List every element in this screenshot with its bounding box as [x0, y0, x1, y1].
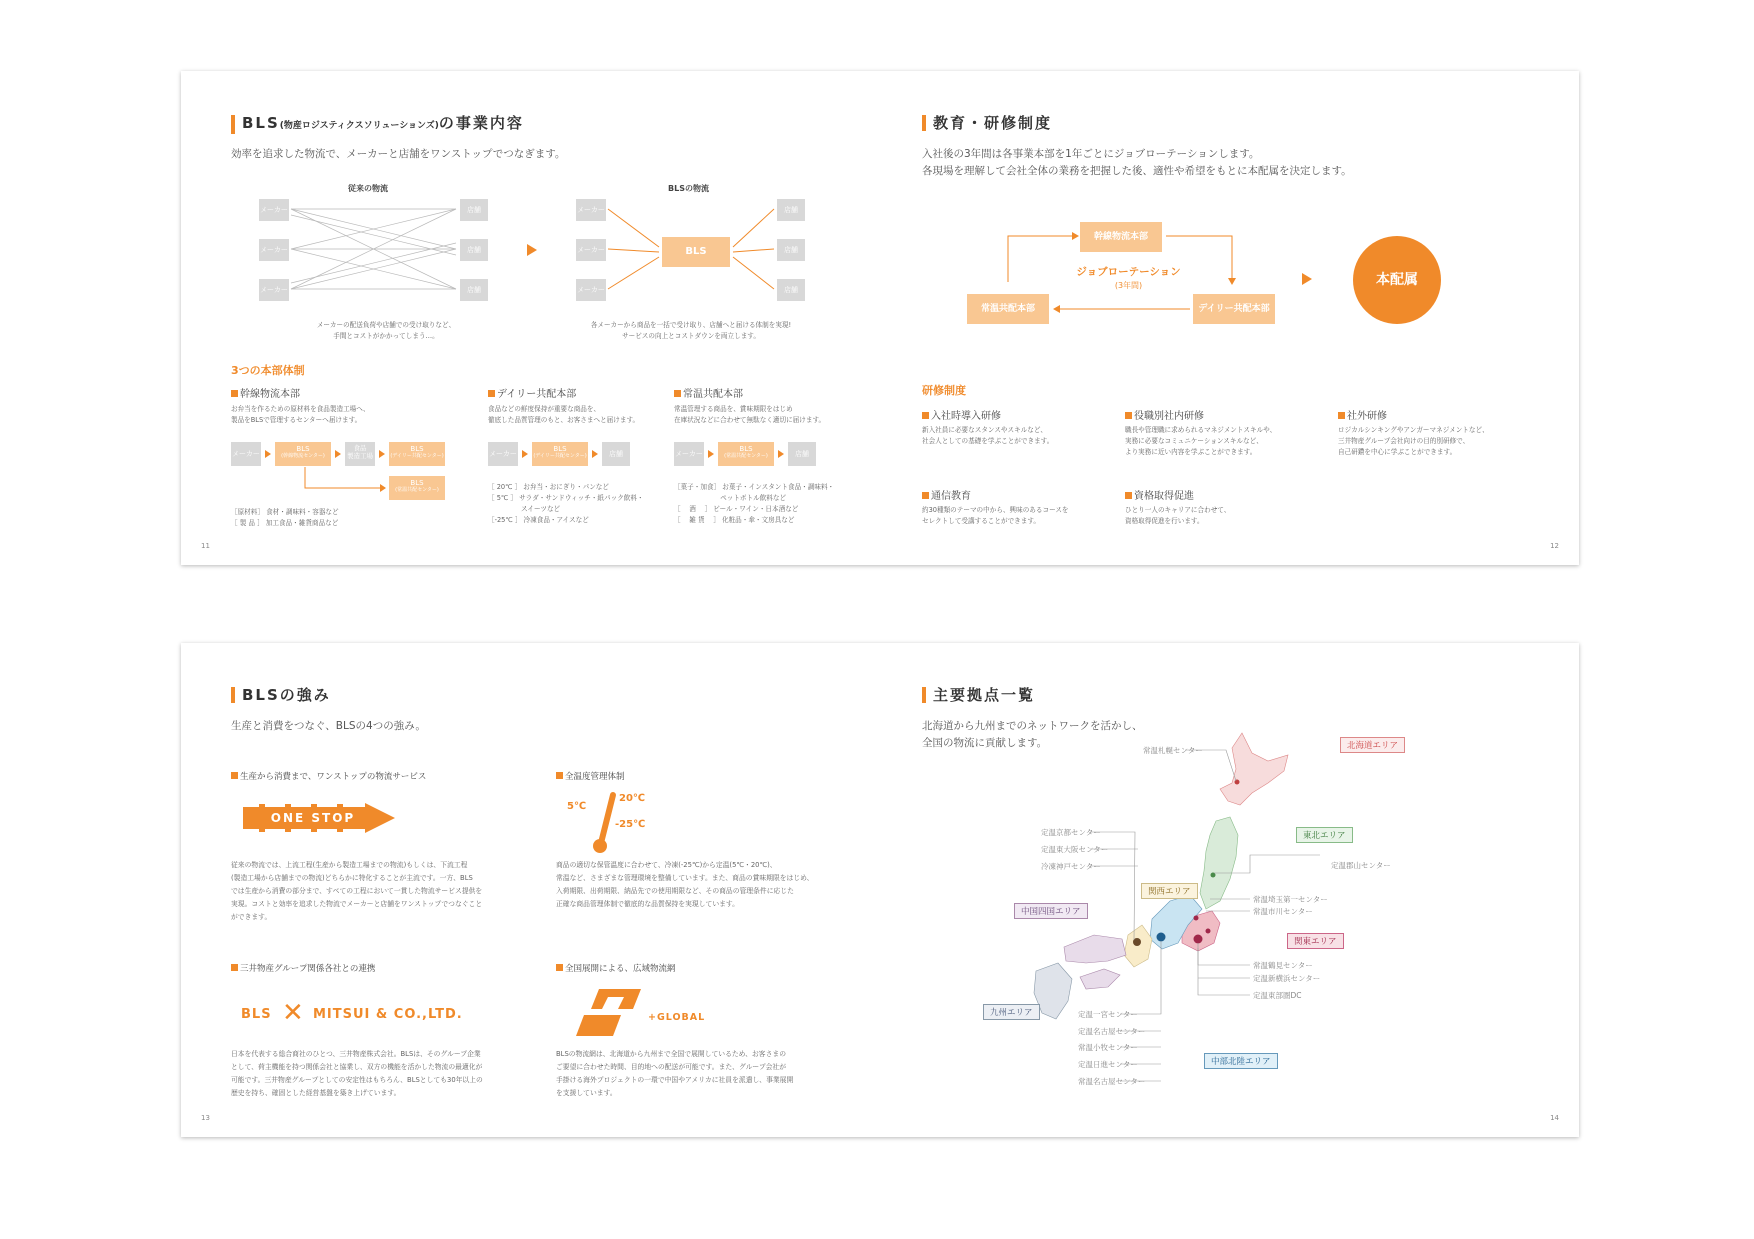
strength-name: 三井物産グループ関係各社との連携: [231, 962, 375, 974]
arrow-icon: [708, 450, 714, 458]
page-training: [880, 71, 1579, 565]
area-label-kyushu: 九州エリア: [983, 1004, 1040, 1020]
division-name: 幹線物流本部: [231, 385, 300, 400]
area-label-chubu: 中部北陸エリア: [1204, 1053, 1278, 1069]
map-region-kansai: [1124, 925, 1152, 967]
division-name: 常温共配本部: [674, 385, 743, 400]
maker-box: メーカー: [576, 199, 606, 221]
strength-name: 生産から消費まで、ワンストップの物流サービス: [231, 770, 426, 782]
center-label: 常温埼玉第一センター: [1253, 895, 1328, 904]
center-label: 常温小牧センター: [1078, 1043, 1138, 1052]
map-region-chugoku: [1064, 935, 1126, 989]
rotation-label: ジョブローテーション: [1076, 266, 1181, 278]
training-desc: ロジカルシンキングやアンガーマネジメントなど、 三井物産グループ会社向けの目的別研修で、 自己研鑽を中心に学ぶことができます。: [1338, 426, 1489, 456]
spread-business-training: [181, 71, 1579, 565]
arrow-icon: [592, 450, 598, 458]
training-desc: 約30種類のテーマの中から、興味のあるコースを セレクトして受講することができます。: [922, 506, 1069, 525]
temp-minus25: -25℃: [615, 819, 646, 830]
arrow-icon: [522, 450, 528, 458]
one-stop-text: ONE STOP: [270, 811, 356, 825]
bls-center-box: BLS: [662, 237, 730, 267]
store-box: 店舗: [788, 442, 816, 466]
area-label-tohoku: 東北エリア: [1296, 827, 1353, 843]
page-locations: [880, 643, 1579, 1137]
bls-box: BLS (デイリー共配センター): [532, 442, 588, 466]
center-label: 定温東大阪センター: [1041, 845, 1109, 854]
rotation-box-trunk: 幹線物流本部: [1080, 222, 1162, 252]
maker-box: メーカー: [231, 442, 261, 466]
conventional-caption: メーカーの配送負荷や店舗での受け取りなど、 手間とコストがかかってしまう…。: [316, 321, 456, 340]
lead-text: 生産と消費をつなぐ、BLSの4つの強み。: [231, 720, 426, 732]
cross-icon: ✕: [282, 998, 304, 1028]
section-title-divisions: 3つの本部体制: [231, 364, 305, 377]
store-box: 店舗: [460, 279, 488, 301]
bls-box: BLS (デイリー共配センター): [389, 442, 445, 466]
center-label: 定温新横浜センター: [1253, 974, 1321, 983]
page-number: 11: [201, 542, 210, 550]
store-box: 店舗: [777, 239, 805, 261]
maker-box: メーカー: [576, 279, 606, 301]
training-desc: 職長や管理職に求められるマネジメントスキルや、 実務に必要なコミュニケーションスキルなど、 より実務に近い内容を学ぶことができます。: [1125, 426, 1277, 456]
center-label: 常温札幌センター: [1143, 746, 1203, 755]
temp-5: 5℃: [567, 801, 587, 812]
maker-box: メーカー: [576, 239, 606, 261]
division-items: ［原材料］ 食材・調味料・容器など ［ 製 品 ］ 加工食品・雑貨商品など: [231, 508, 339, 527]
center-label: 常温鶴見センター: [1253, 961, 1313, 970]
center-label: 定温東部圏DC: [1253, 991, 1302, 1000]
area-label-hokkaido: 北海道エリア: [1340, 737, 1405, 753]
store-box: 店舗: [602, 442, 630, 466]
page-title: BLS(物産ロジスティクスソリューションズ)の事業内容: [231, 115, 524, 134]
lead-text: 入社後の3年間は各事業本部を1年ごとにジョブローテーションします。 各現場を理解して会社全体の業務を把握した後、適性や希望をもとに本配属を決定します。: [922, 148, 1352, 177]
maker-box: メーカー: [259, 199, 289, 221]
strength-name: 全国展開による、広域物流網: [556, 962, 676, 974]
map-region-tohoku: [1200, 817, 1238, 909]
bls-box: BLS (常温共配センター): [718, 442, 774, 466]
training-desc: 新入社員に必要なスタンスやスキルなど、 社会人としての基礎を学ぶことができます。: [922, 426, 1054, 445]
bls-box: BLS (常温共配センター): [389, 476, 445, 500]
maker-box: メーカー: [259, 279, 289, 301]
area-label-chugoku: 中国四国エリア: [1014, 903, 1088, 919]
map-region-kyushu: [1034, 963, 1072, 1019]
division-name: デイリー共配本部: [488, 385, 576, 400]
page-number: 12: [1550, 542, 1559, 550]
area-label-kansai: 関西エリア: [1141, 883, 1198, 899]
conventional-title: 従来の物流: [348, 184, 388, 193]
rotation-years: (3年間): [1114, 281, 1143, 290]
maker-box: メーカー: [488, 442, 518, 466]
training-name: 社外研修: [1338, 407, 1387, 422]
maker-box: メーカー: [674, 442, 704, 466]
division-desc: 食品などの鮮度保持が重要な商品を、 徹底した品質管理のもと、お客さまへと届けます。: [488, 405, 640, 424]
store-box: 店舗: [777, 279, 805, 301]
center-label: 定温日進センター: [1078, 1060, 1138, 1069]
page-title: 主要拠点一覧: [922, 687, 1035, 703]
training-name: 入社時導入研修: [922, 407, 1001, 422]
center-label: 定温名古屋センター: [1078, 1027, 1146, 1036]
center-label: 定温一宮センター: [1078, 1010, 1138, 1019]
final-assignment-circle: 本配属: [1353, 236, 1441, 324]
division-items: ［ 20℃ ］ お弁当・おにぎり・パンなど ［ 5℃ ］ サラダ・サンドウィッチ・紙パック飲料・ スイーツなど ［-25℃ ］ 冷凍食品・アイスなど: [488, 483, 644, 524]
bls-flow-caption: 各メーカーから商品を一括で受け取り、店舗へと届ける体制を実現! サービスの向上とコストダウンを両立します。: [590, 321, 792, 340]
training-name: 資格取得促進: [1125, 487, 1194, 502]
page-business: [181, 71, 880, 565]
page-strengths: [181, 643, 880, 1137]
bls-box: BLS (幹線物流センター): [275, 442, 331, 466]
rotation-box-ambient: 常温共配本部: [967, 294, 1049, 324]
center-label: 定温京都センター: [1041, 828, 1101, 837]
maker-box: メーカー: [259, 239, 289, 261]
rotation-box-daily: デイリー共配本部: [1193, 294, 1275, 324]
page-number: 13: [201, 1114, 210, 1122]
arrow-icon: [778, 450, 784, 458]
division-desc: お弁当を作るための原材料を食品製造工場へ、 製品をBLSで管理するセンターへ届けます。: [231, 405, 370, 424]
division-items: ［菓子・加食］ お菓子・インスタント食品・調味料・ ペットボトル飲料など ［ 酒 ］ ビール・ワイン・日本酒など ［ 雑 貨 ］ 化粧品・傘・文房具など: [674, 483, 835, 524]
global-logo-text: +GLOBAL: [648, 1012, 706, 1023]
center-label: 常温市川センター: [1253, 907, 1313, 916]
area-label-kanto: 関東エリア: [1287, 933, 1344, 949]
store-box: 店舗: [460, 239, 488, 261]
spread-strengths-locations: [181, 643, 1579, 1137]
strength-body: 従来の物流では、上流工程(生産から製造工場までの物流)もしくは、下流工程 (製造工場から店舗までの物流)どちらかに特化することが主流です。一方、BLS では生産から消費の部分まで、すべての工程において一貫した物流サービス提供を 実現。コストと効率を追求した物流でメーカーと店舗をワンストップでつなぐこと ができます。: [231, 861, 483, 921]
center-label: 常温名古屋センター: [1078, 1077, 1146, 1086]
mitsui-logo-text: MITSUI & CO.,LTD.: [313, 1007, 463, 1022]
training-name: 役職別社内研修: [1125, 407, 1204, 422]
strength-body: 日本を代表する総合商社のひとつ、三井物産株式会社。BLSは、そのグループ企業 として、荷主機能を持つ関係会社と協業し、双方の機能を活かした物流の最適化が 可能です。三井物産グループとしての安定性はもちろん、BLSとしても30年以上の 歴史を持ち、確固とした経営基盤を築き上げています。: [231, 1050, 483, 1097]
temp-20: 20℃: [619, 793, 646, 804]
section-title-training: 研修制度: [922, 384, 966, 397]
store-box: 店舗: [777, 199, 805, 221]
training-desc: ひとり一人のキャリアに合わせて、 資格取得促進を行います。: [1125, 506, 1231, 525]
strength-name: 全温度管理体制: [556, 770, 625, 782]
lead-text: 北海道から九州までのネットワークを活かし、 全国の物流に貢献します。: [922, 720, 1143, 749]
page-title: BLSの強み: [231, 687, 331, 703]
center-label: 定温郡山センター: [1331, 861, 1391, 870]
center-label: 冷凍神戸センター: [1041, 862, 1101, 871]
arrow-icon: [380, 484, 386, 492]
lead-text: 効率を追求した物流で、メーカーと店舗をワンストップでつなぎます。: [231, 148, 566, 160]
page-number: 14: [1550, 1114, 1559, 1122]
bls-logo-text: BLS: [241, 1007, 272, 1022]
strength-body: 商品の適切な保管温度に合わせて、冷凍(-25℃)から定温(5℃・20℃)、 常温など、さまざまな管理環境を整備しています。また、商品の賞味期限をはじめ、 入荷期限、出荷期限、納品先での使用期限など、その商品の管理条件に応じた 正確な商品管理体制で徹底的な品質保持を実現しています。: [556, 861, 814, 908]
store-box: 店舗: [460, 199, 488, 221]
division-desc: 常温管理する商品を、賞味期限をはじめ 在庫状況などに合わせて無駄なく適切に届けます。: [674, 405, 826, 424]
strength-body: BLSの物流網は、北海道から九州まで全国で展開しているため、お客さまの ご要望に合わせた時間、目的地への配送が可能です。また、グループ会社が 手掛ける海外プロジェクトの一環で中国やアメリカに社員を派遣し、事業展開 を支援しています。: [556, 1050, 794, 1097]
factory-box: 食品 製造工場: [345, 442, 375, 466]
training-name: 通信教育: [922, 487, 971, 502]
bls-flow-title: BLSの物流: [668, 184, 709, 193]
map-region-hokkaido: [1220, 733, 1288, 805]
arrow-icon: [1302, 273, 1312, 285]
page-title: 教育・研修制度: [922, 115, 1052, 131]
